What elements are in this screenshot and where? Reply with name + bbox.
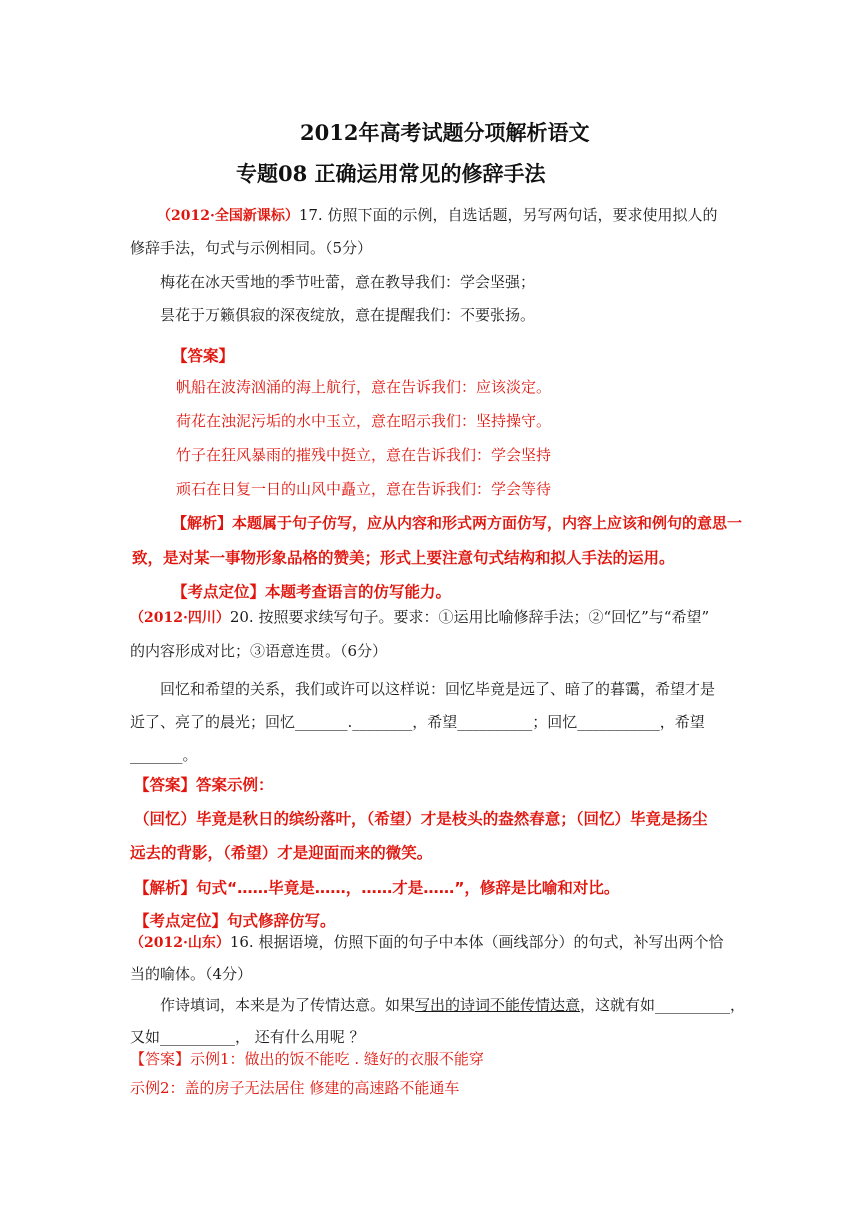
question-2-analysis: 【解析】句式“……毕竟是……，……才是……”，修辞是比喻和对比。 xyxy=(134,879,620,897)
question-2-source: （2012·四川） xyxy=(130,610,230,626)
document-title: 2012年高考试题分项解析语文 xyxy=(300,120,590,145)
question-2-text-line-3: _______。 xyxy=(130,746,198,764)
question-3-stem-line-1: （2012·山东）16. 根据语境，仿照下面的句子中本体（画线部分）的句式，补写出两个恰 xyxy=(130,933,724,951)
question-1-example-2: 昙花于万籁俱寂的深夜绽放，意在提醒我们：不要张扬。 xyxy=(160,306,536,324)
question-1-example-1: 梅花在冰天雪地的季节吐蕾，意在教导我们：学会坚强； xyxy=(160,273,536,291)
question-1-answer-2: 荷花在浊泥污垢的水中玉立，意在昭示我们：坚持操守。 xyxy=(176,412,552,430)
question-1-answer-3: 竹子在狂风暴雨的摧残中挺立，意在告诉我们：学会坚持 xyxy=(176,446,552,464)
question-1-source: （2012·全国新课标） xyxy=(157,208,299,224)
question-2-point: 【考点定位】句式修辞仿写。 xyxy=(134,912,336,930)
question-1-answer-label: 【答案】 xyxy=(172,347,235,365)
question-3-text-line-1: 作诗填词，本来是为了传情达意。如果写出的诗词不能传情达意，这就有如__________， xyxy=(160,996,746,1014)
question-1-analysis-line-2: 致，是对某一事物形象品格的赞美；形式上要注意句式结构和拟人手法的运用。 xyxy=(132,549,675,567)
question-1-analysis-line-1: 【解析】本题属于句子仿写，应从内容和形式两方面仿写，内容上应该和例句的意思一 xyxy=(172,514,743,532)
question-1-answer-1: 帆船在波涛汹涌的海上航行，意在告诉我们：应该淡定。 xyxy=(176,378,552,396)
question-2-answer-line-2: 远去的背影，（希望）才是迎面而来的微笑。 xyxy=(130,844,433,862)
question-2-stem-line-1: （2012·四川）20. 按照要求续写句子。要求：①运用比喻修辞手法；②“回忆”与“希望” xyxy=(130,608,710,626)
question-3-stem-line-2: 当的喻体。（4分） xyxy=(130,965,253,983)
question-3-underlined-subject: 写出的诗词不能传情达意 xyxy=(415,996,581,1014)
question-3-source: （2012·山东） xyxy=(130,935,230,951)
question-2-answer-line-1: （回忆）毕竟是秋日的缤纷落叶，（希望）才是枝头的盎然春意；（回忆）毕竟是扬尘 xyxy=(134,810,708,828)
question-3-text-line-2: 又如__________， 还有什么用呢 ？ xyxy=(130,1028,365,1046)
question-3-answer-line-1: 【答案】示例1：做出的饭不能吃 . 缝好的衣服不能穿 xyxy=(130,1050,484,1068)
question-2-answer-label: 【答案】答案示例： xyxy=(134,776,274,794)
question-1-stem-line-1: （2012·全国新课标）17. 仿照下面的示例，自选话题，另写两句话，要求使用拟人的 xyxy=(157,206,718,224)
question-2-text-line-1: 回忆和希望的关系，我们或许可以这样说：回忆毕竟是远了、暗了的暮霭，希望才是 xyxy=(160,680,716,698)
question-1-answer-4: 顽石在日复一日的山风中矗立，意在告诉我们：学会等待 xyxy=(176,480,552,498)
question-1-point: 【考点定位】本题考查语言的仿写能力。 xyxy=(172,583,452,601)
question-1-stem-line-2: 修辞手法，句式与示例相同。（5分） xyxy=(130,239,373,257)
question-3-answer-line-2: 示例2：盖的房子无法居住 修建的高速路不能通车 xyxy=(130,1079,460,1097)
document-subtitle: 专题08 正确运用常见的修辞手法 xyxy=(236,161,546,186)
question-2-text-line-2: 近了、亮了的晨光；回忆_______.________，希望__________；回忆___________，希望 xyxy=(130,713,705,731)
question-2-stem-line-2: 的内容形成对比；③语意连贯。（6分） xyxy=(130,642,388,660)
